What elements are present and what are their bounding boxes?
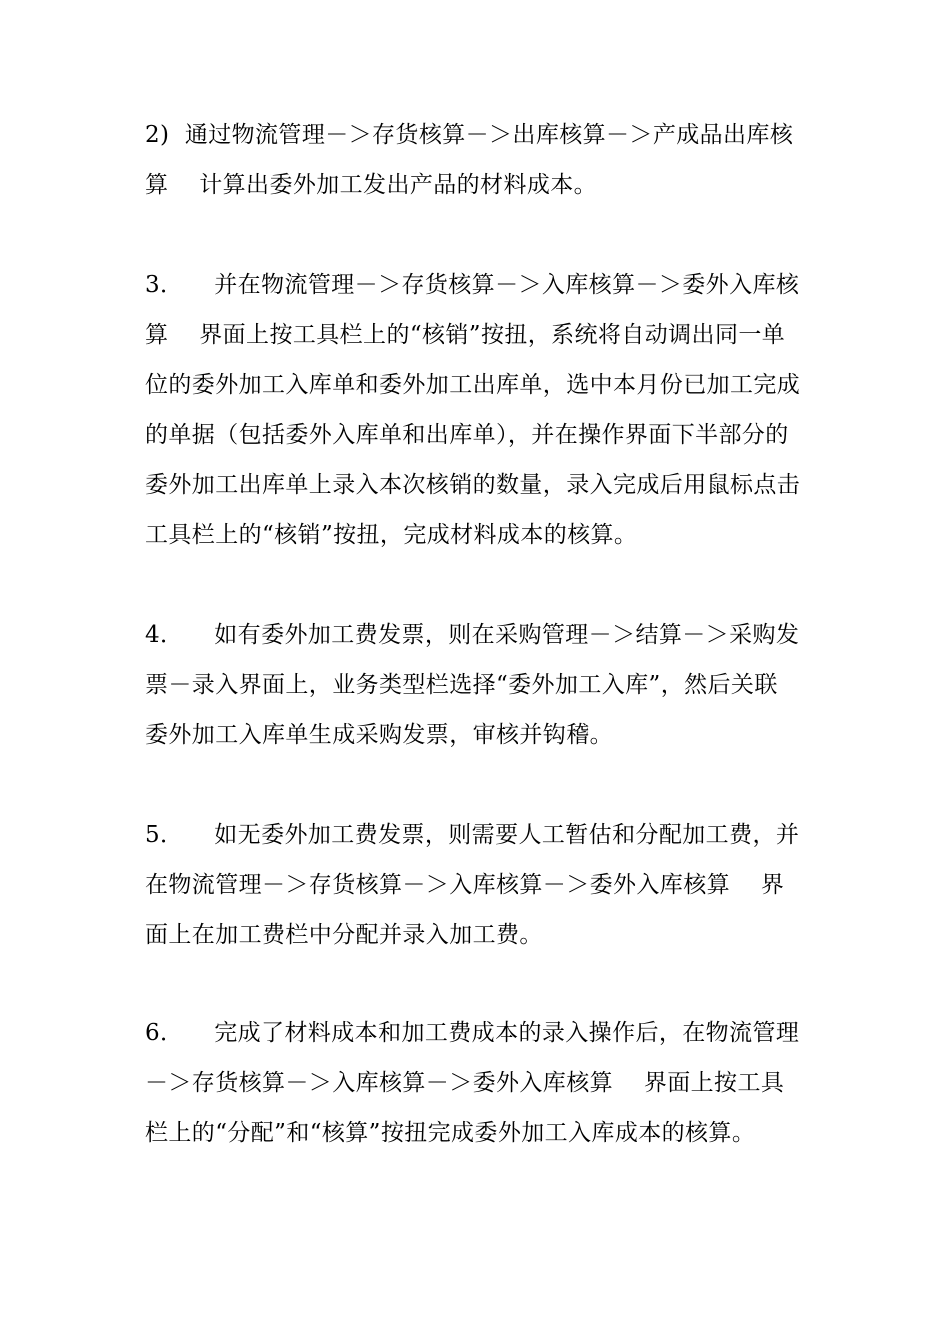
text-line: 票－录入界面上，业务类型栏选择“委外加工入库”，然后关联 (145, 672, 778, 698)
text-line: 的单据（包括委外入库单和出库单），并在操作界面下半部分的 (145, 422, 789, 448)
paragraph-step-6 (145, 1008, 835, 1158)
paragraph-step-2 (145, 110, 835, 210)
text-line: 面上在加工费栏中分配并录入加工费。 (145, 922, 543, 948)
text-line: 3． 并在物流管理－＞存货核算－＞入库核算－＞委外入库核 (145, 272, 800, 298)
text-line: 委外加工入库单生成采购发票，审核并钩稽。 (145, 722, 613, 748)
text-line: 工具栏上的“核销”按扭，完成材料成本的核算。 (145, 522, 638, 548)
text-line: 算 计算出委外加工发出产品的材料成本。 (145, 172, 598, 198)
text-line: 2) 通过物流管理－＞存货核算－＞出库核算－＞产成品出库核 (145, 122, 794, 148)
text-line: 栏上的“分配”和“核算”按扭完成委外加工入库成本的核算。 (145, 1120, 756, 1146)
text-line: －＞存货核算－＞入库核算－＞委外入库核算 界面上按工具 (145, 1070, 785, 1096)
text-line: 4． 如有委外加工费发票，则在采购管理－＞结算－＞采购发 (145, 622, 800, 648)
text-line: 委外加工出库单上录入本次核销的数量，录入完成后用鼠标点击 (145, 472, 801, 498)
paragraph-step-3 (145, 260, 835, 560)
paragraph-step-5 (145, 810, 835, 960)
text-line: 算 界面上按工具栏上的“核销”按扭，系统将自动调出同一单 (145, 322, 786, 348)
text-line: 位的委外加工入库单和委外加工出库单，选中本月份已加工完成 (145, 372, 801, 398)
text-line: 5． 如无委外加工费发票，则需要人工暂估和分配加工费，并 (145, 822, 800, 848)
paragraph-step-4 (145, 610, 835, 760)
text-line: 6． 完成了材料成本和加工费成本的录入操作后，在物流管理 (145, 1020, 800, 1046)
text-line: 在物流管理－＞存货核算－＞入库核算－＞委外入库核算 界 (145, 872, 785, 898)
